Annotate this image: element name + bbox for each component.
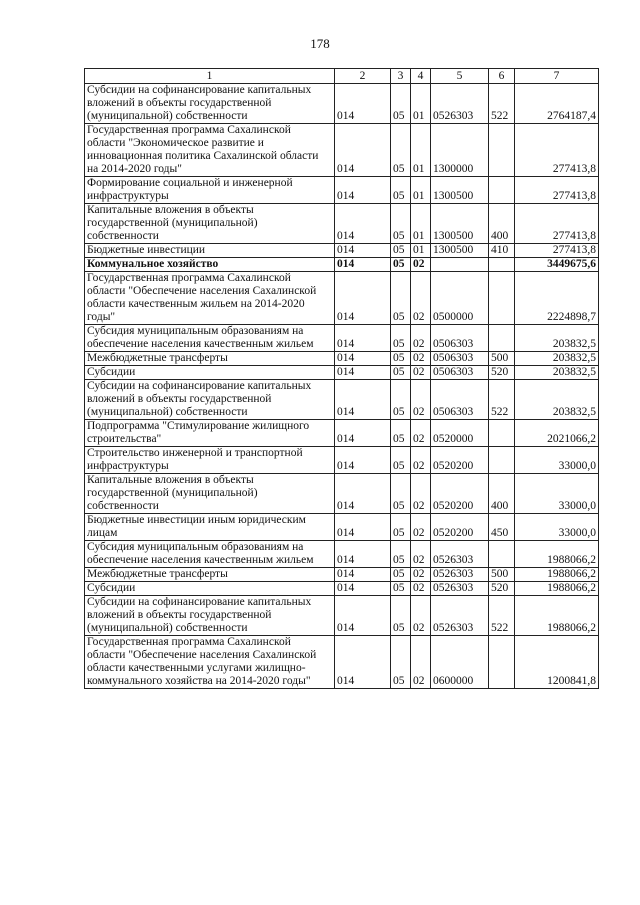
subsection-code-cell: 02 [411,568,431,582]
target-article-cell: 0506303 [431,366,489,380]
table-row [85,447,599,474]
item-name-cell: Подпрограмма "Стимулирование жилищного строительства" [85,420,335,447]
ministry-code-cell: 014 [335,84,391,124]
expense-type-cell: 520 [489,582,515,596]
target-article-cell: 1300000 [431,124,489,177]
ministry-code-cell: 014 [335,204,391,244]
expense-type-cell [489,541,515,568]
item-name-cell: Бюджетные инвестиции [85,244,335,258]
subsection-code-cell: 02 [411,636,431,689]
table-row [85,84,599,124]
table-row [85,204,599,244]
subsection-code-cell: 02 [411,582,431,596]
target-article-cell: 0526303 [431,84,489,124]
header-cell: 1 [85,69,335,84]
ministry-code-cell: 014 [335,124,391,177]
subsection-code-cell: 01 [411,244,431,258]
amount-cell: 277413,8 [515,204,599,244]
ministry-code-cell: 014 [335,582,391,596]
expense-type-cell: 500 [489,352,515,366]
section-code-cell: 05 [391,325,411,352]
target-article-cell: 0526303 [431,596,489,636]
subsection-code-cell: 01 [411,124,431,177]
header-cell: 2 [335,69,391,84]
amount-cell: 277413,8 [515,244,599,258]
table-row [85,582,599,596]
amount-cell: 3449675,6 [515,258,599,272]
section-code-cell: 05 [391,352,411,366]
item-name-cell: Государственная программа Сахалинской области "Обеспечение населения Сахалинской области качественным жильем на 2014-2020 годы" [85,272,335,325]
amount-cell: 1200841,8 [515,636,599,689]
target-article-cell: 0520200 [431,514,489,541]
section-code-cell: 05 [391,258,411,272]
ministry-code-cell: 014 [335,514,391,541]
ministry-code-cell: 014 [335,568,391,582]
ministry-code-cell: 014 [335,352,391,366]
ministry-code-cell: 014 [335,258,391,272]
subsection-code-cell: 02 [411,541,431,568]
target-article-cell: 0520200 [431,474,489,514]
expense-type-cell [489,420,515,447]
table-row [85,420,599,447]
subsection-code-cell: 02 [411,272,431,325]
amount-cell: 33000,0 [515,447,599,474]
amount-cell: 1988066,2 [515,596,599,636]
table-row [85,272,599,325]
amount-cell: 1988066,2 [515,568,599,582]
subsection-code-cell: 02 [411,380,431,420]
item-name-cell: Субсидии на софинансирование капитальных вложений в объекты государственной (муниципальной) собственности [85,84,335,124]
item-name-cell: Формирование социальной и инженерной инфраструктуры [85,177,335,204]
item-name-cell: Капитальные вложения в объекты государственной (муниципальной) собственности [85,474,335,514]
item-name-cell: Строительство инженерной и транспортной инфраструктуры [85,447,335,474]
item-name-cell: Коммунальное хозяйство [85,258,335,272]
section-code-cell: 05 [391,380,411,420]
table-row [85,380,599,420]
ministry-code-cell: 014 [335,272,391,325]
item-name-cell: Субсидия муниципальным образованиям на обеспечение населения качественным жильем [85,541,335,568]
section-code-cell: 05 [391,636,411,689]
subsection-code-cell: 01 [411,84,431,124]
table-row [85,325,599,352]
amount-cell: 2764187,4 [515,84,599,124]
expense-type-cell: 400 [489,474,515,514]
section-code-cell: 05 [391,541,411,568]
expense-type-cell: 500 [489,568,515,582]
expense-type-cell [489,325,515,352]
ministry-code-cell: 014 [335,596,391,636]
expense-type-cell [489,272,515,325]
target-article-cell: 1300500 [431,204,489,244]
subsection-code-cell: 01 [411,204,431,244]
section-code-cell: 05 [391,582,411,596]
expense-type-cell [489,177,515,204]
expense-type-cell: 522 [489,380,515,420]
target-article-cell: 0600000 [431,636,489,689]
table-row [85,366,599,380]
amount-cell: 277413,8 [515,124,599,177]
subsection-code-cell: 02 [411,514,431,541]
header-cell: 7 [515,69,599,84]
item-name-cell: Субсидии на софинансирование капитальных вложений в объекты государственной (муниципальной) собственности [85,380,335,420]
target-article-cell: 0506303 [431,325,489,352]
subsection-code-cell: 02 [411,596,431,636]
table-row [85,244,599,258]
target-article-cell: 0506303 [431,380,489,420]
table-row [85,568,599,582]
table-row [85,636,599,689]
section-code-cell: 05 [391,366,411,380]
section-code-cell: 05 [391,244,411,258]
expense-type-cell: 400 [489,204,515,244]
section-code-cell: 05 [391,84,411,124]
ministry-code-cell: 014 [335,447,391,474]
table-row [85,541,599,568]
expense-type-cell: 522 [489,84,515,124]
amount-cell: 2224898,7 [515,272,599,325]
amount-cell: 1988066,2 [515,541,599,568]
target-article-cell: 0520000 [431,420,489,447]
header-cell: 4 [411,69,431,84]
target-article-cell: 0526303 [431,568,489,582]
target-article-cell: 0506303 [431,352,489,366]
ministry-code-cell: 014 [335,380,391,420]
section-code-cell: 05 [391,177,411,204]
ministry-code-cell: 014 [335,325,391,352]
expense-type-cell [489,447,515,474]
target-article-cell: 0500000 [431,272,489,325]
subsection-code-cell: 02 [411,258,431,272]
subsection-code-cell: 02 [411,366,431,380]
item-name-cell: Бюджетные инвестиции иным юридическим лицам [85,514,335,541]
item-name-cell: Субсидии [85,366,335,380]
amount-cell: 33000,0 [515,474,599,514]
amount-cell: 33000,0 [515,514,599,541]
item-name-cell: Межбюджетные трансферты [85,352,335,366]
ministry-code-cell: 014 [335,366,391,380]
table-row [85,258,599,272]
subsection-code-cell: 01 [411,177,431,204]
target-article-cell: 1300500 [431,244,489,258]
header-cell: 3 [391,69,411,84]
item-name-cell: Государственная программа Сахалинской области "Экономическое развитие и инновационная политика Сахалинской области на 2014-2020 годы" [85,124,335,177]
ministry-code-cell: 014 [335,541,391,568]
section-code-cell: 05 [391,124,411,177]
header-cell: 5 [431,69,489,84]
amount-cell: 1988066,2 [515,582,599,596]
section-code-cell: 05 [391,447,411,474]
item-name-cell: Капитальные вложения в объекты государственной (муниципальной) собственности [85,204,335,244]
subsection-code-cell: 02 [411,420,431,447]
section-code-cell: 05 [391,596,411,636]
target-article-cell: 0526303 [431,541,489,568]
item-name-cell: Субсидии на софинансирование капитальных вложений в объекты государственной (муниципальной) собственности [85,596,335,636]
item-name-cell: Субсидии [85,582,335,596]
section-code-cell: 05 [391,514,411,541]
table-row [85,514,599,541]
amount-cell: 203832,5 [515,366,599,380]
table-row [85,124,599,177]
amount-cell: 2021066,2 [515,420,599,447]
ministry-code-cell: 014 [335,636,391,689]
ministry-code-cell: 014 [335,177,391,204]
item-name-cell: Субсидия муниципальным образованиям на обеспечение населения качественным жильем [85,325,335,352]
expense-type-cell [489,636,515,689]
section-code-cell: 05 [391,420,411,447]
ministry-code-cell: 014 [335,244,391,258]
target-article-cell: 0520200 [431,447,489,474]
ministry-code-cell: 014 [335,420,391,447]
table-row [85,177,599,204]
amount-cell: 277413,8 [515,177,599,204]
table-header-row [85,69,599,84]
section-code-cell: 05 [391,568,411,582]
section-code-cell: 05 [391,272,411,325]
ministry-code-cell: 014 [335,474,391,514]
page-number: 178 [310,36,330,51]
table-row [85,474,599,514]
subsection-code-cell: 02 [411,325,431,352]
subsection-code-cell: 02 [411,447,431,474]
target-article-cell: 1300500 [431,177,489,204]
expense-type-cell: 450 [489,514,515,541]
section-code-cell: 05 [391,474,411,514]
item-name-cell: Государственная программа Сахалинской области "Обеспечение населения Сахалинской области качественными услугами жилищно-коммунального хозяйства на 2014-2020 годы" [85,636,335,689]
expense-type-cell: 520 [489,366,515,380]
header-cell: 6 [489,69,515,84]
subsection-code-cell: 02 [411,352,431,366]
subsection-code-cell: 02 [411,474,431,514]
target-article-cell [431,258,489,272]
table-row [85,352,599,366]
section-code-cell: 05 [391,204,411,244]
budget-table [84,68,599,689]
target-article-cell: 0526303 [431,582,489,596]
item-name-cell: Межбюджетные трансферты [85,568,335,582]
amount-cell: 203832,5 [515,380,599,420]
amount-cell: 203832,5 [515,352,599,366]
expense-type-cell: 522 [489,596,515,636]
table-row [85,596,599,636]
expense-type-cell [489,258,515,272]
expense-type-cell: 410 [489,244,515,258]
amount-cell: 203832,5 [515,325,599,352]
expense-type-cell [489,124,515,177]
